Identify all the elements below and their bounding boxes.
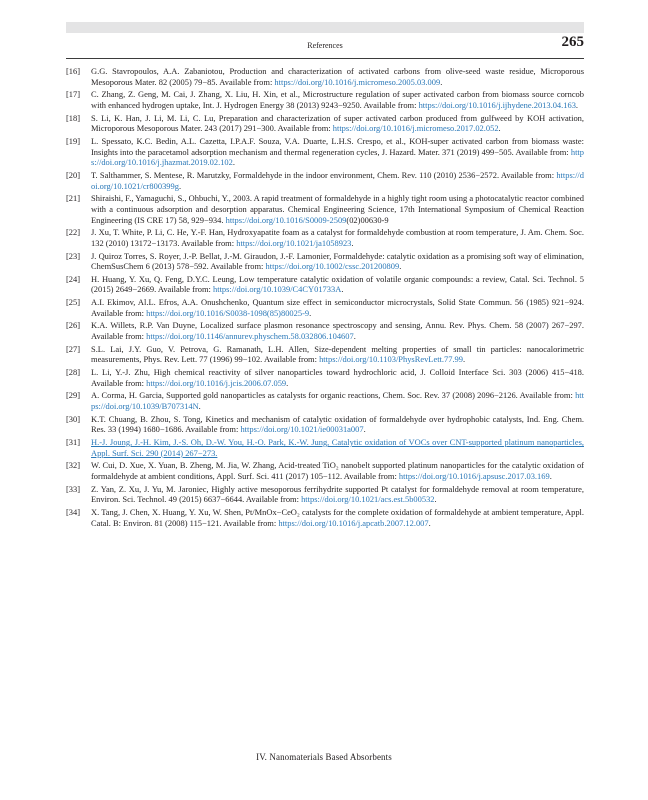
running-title: References — [307, 41, 343, 50]
doi-link[interactable]: https://doi.org/10.1103/PhysRevLett.77.99 — [319, 354, 463, 365]
running-head — [66, 34, 584, 59]
doi-link[interactable]: https://doi.org/10.1021/ie00031a007 — [240, 424, 364, 435]
reference-item — [66, 297, 584, 318]
reference-tail: . — [575, 99, 579, 110]
reference-item — [66, 89, 584, 110]
reference-number: [25] — [66, 297, 81, 308]
reference-number: [19] — [66, 135, 81, 146]
doi-link[interactable]: https://doi.org/10.1016/j.micromeso.2017.02.052 — [332, 123, 499, 134]
reference-number: [17] — [66, 89, 81, 100]
reference-item — [66, 507, 584, 528]
reference-tail: . — [440, 76, 443, 87]
reference-item — [66, 390, 584, 411]
reference-citation: K.A. Willets, R.P. Van Duyne, Localized surface plasmon resonance spectroscopy and sensing, Annu. Rev. Phys. Chem. 58 (2007) 267−297. Available from: — [91, 320, 584, 342]
reference-number: [21] — [66, 193, 81, 204]
reference-item — [66, 274, 584, 295]
doi-link[interactable]: https://doi.org/10.1016/j.apcatb.2007.12.007 — [278, 517, 429, 528]
reference-tail: . — [498, 123, 501, 134]
reference-tail: . — [463, 354, 466, 365]
reference-citation: G.G. Stavropoulos, A.A. Zabaniotou, Production and characterization of activated carbons from olive-seed waste residue, Microporous Mesoporous Mater. 82 (2005) 79−85. Available from: — [91, 66, 584, 87]
reference-number: [18] — [66, 112, 81, 123]
reference-item — [66, 113, 584, 134]
reference-list — [66, 66, 584, 530]
reference-tail: . — [198, 401, 201, 412]
reference-item — [66, 66, 584, 87]
doi-link[interactable]: https://doi.org/10.1016/S0009-2509 — [225, 214, 347, 225]
reference-citation: Shiraishi, F., Yamaguchi, S., Ohbuchi, Y., 2003. A rapid treatment of formaldehyde in a highly tight room using a photocatalytic reactor combined with a continuous adsorption and desorption apparatus. Chemical Engineering Science, 17th International Symposium of Chemical Reaction Engineering (IS CRE 17) 58, 929−934. — [91, 193, 584, 225]
reference-item — [66, 136, 584, 168]
reference-number: [30] — [66, 413, 81, 424]
reference-number: [27] — [66, 343, 81, 354]
reference-item — [66, 251, 584, 272]
part-title-footer: IV. Nanomaterials Based Absorbents — [256, 752, 392, 762]
doi-link[interactable]: https://doi.org/10.1016/j.ijhydene.2013.04.163 — [418, 99, 576, 110]
reference-citation: Z. Yan, Z. Xu, J. Yu, M. Jaroniec, Highly active mesoporous ferrihydrite supported Pt catalyst for formaldehyde removal at room temperature, Environ. Sci. Technol. 49 (2015) 6637−6644. Available from: — [91, 483, 584, 505]
reference-number: [22] — [66, 227, 81, 238]
header-shade-bar — [66, 22, 584, 33]
doi-link[interactable]: https://doi.org/10.1016/j.micromeso.2005.03.009 — [274, 76, 441, 87]
doi-link[interactable]: https://doi.org/10.1039/B707314N — [91, 390, 584, 412]
reference-item — [66, 170, 584, 191]
reference-item — [66, 484, 584, 505]
reference-citation: L. Li, Y.-J. Zhu, High chemical reactivity of silver nanoparticles toward hydrochloric acid, J. Colloid Interface Sci. 303 (2006) 415−418. Available from: — [91, 367, 584, 388]
doi-link[interactable]: https://doi.org/10.1016/j.jcis.2006.07.059 — [146, 377, 287, 388]
reference-tail: (02)00630-9 — [346, 214, 389, 225]
reference-number: [31] — [66, 437, 81, 447]
reference-citation: L. Spessato, K.C. Bedin, A.L. Cazetta, I.P.A.F. Souza, V.A. Duarte, L.H.S. Crespo, et al., KOH-super activated carbon from biomass waste: Insights into the paracetamol adsorption mechanism and thermal regeneration cycles, J. Hazard. Mater. 371 (2019) 499−505. Available from: — [91, 135, 584, 157]
doi-link[interactable]: https://doi.org/10.1016/j.apsusc.2017.03.169 — [398, 470, 550, 481]
doi-link[interactable]: https://doi.org/10.1021/acs.est.5b00532 — [301, 494, 435, 505]
reference-citation: C. Zhang, Z. Geng, M. Cai, J. Zhang, X. Liu, H. Xin, et al., Microstructure regulation of super activated carbon from biomass source corncob with enhanced hydrogen uptake, Int. J. Hydrogen Energy 38 (2013) 9243−9250. Available from: — [91, 89, 584, 110]
reference-item — [66, 227, 584, 248]
reference-tail: . — [399, 261, 402, 272]
reference-citation: J. Xu, T. White, P. Li, C. He, Y.-F. Han, Hydroxyapatite foam as a catalyst for formaldehyde combustion at room temperature, J. Am. Chem. Soc. 132 (2010) 13172−13173. Available from: — [91, 227, 584, 248]
reference-tail: . — [351, 237, 354, 248]
reference-number: [34] — [66, 506, 81, 517]
reference-item — [66, 193, 584, 225]
doi-link[interactable]: https://doi.org/10.1039/C4CY01733A — [213, 284, 342, 295]
reference-tail: . — [232, 157, 235, 168]
reference-citation: J. Quiroz Torres, S. Royer, J.-P. Bellat, J.-M. Giraudon, J.-F. Lamonier, Formaldehyde: catalytic oxidation as a promising soft way of elimination, ChemSusChem 6 (2013) 578−592. Available from: — [91, 250, 584, 272]
reference-item — [66, 437, 584, 458]
reference-citation: K.T. Chuang, B. Zhou, S. Tong, Kinetics and mechanism of catalytic oxidation of formaldehyde over hydrophobic catalysts, Ind. Eng. Chem. Res. 33 (1994) 1680−1686. Available from: — [91, 413, 584, 435]
reference-tail: . — [549, 470, 552, 481]
reference-number: [28] — [66, 367, 81, 378]
reference-citation: H. Huang, Y. Xu, Q. Feng, D.Y.C. Leung, Low temperature catalytic oxidation of volatile organic compounds: a review, Catal. Sci. Technol. 5 (2015) 2649−2669. Available from: — [91, 273, 584, 295]
doi-link[interactable]: https://doi.org/10.1146/annurev.physchem.58.032806.104607 — [146, 331, 354, 342]
reference-item — [66, 414, 584, 435]
doi-link[interactable]: https://doi.org/10.1016/j.jhazmat.2019.02.102 — [91, 146, 584, 168]
reference-citation: W. Cui, D. Xue, X. Yuan, B. Zheng, M. Jia, W. Zhang, Acid-treated TiO₂ nanobelt supported platinum nanoparticles for the catalytic oxidation of formaldehyde at ambient conditions, Appl. Surf. Sci. 411 (2017) 105−112. Available from: — [91, 460, 584, 481]
reference-item — [66, 367, 584, 388]
reference-number: [20] — [66, 169, 81, 180]
page-number: 265 — [561, 34, 584, 50]
reference-citation: A. Corma, H. Garcia, Supported gold nanoparticles as catalysts for organic reactions, Chem. Soc. Rev. 37 (2008) 2096−2126. Available from: — [91, 390, 576, 401]
reference-number: [33] — [66, 483, 81, 494]
reference-tail: . — [434, 494, 437, 505]
reference-tail: . — [309, 307, 312, 318]
reference-number: [24] — [66, 273, 81, 284]
reference-tail: . — [363, 424, 366, 435]
reference-citation: A.I. Ekimov, Al.L. Efros, A.A. Onushchenko, Quantum size effect in semiconductor microcrystals, Solid State Commun. 56 (1985) 921−924. Available from: — [91, 297, 584, 318]
reference-citation: X. Tang, J. Chen, X. Huang, Y. Xu, W. Shen, Pt/MnOx−CeO₂ catalysts for the complete oxidation of formaldehyde at ambient temperature, Appl. Catal. B: Environ. 81 (2008) 115−121. Available from: — [91, 506, 584, 528]
reference-item — [66, 320, 584, 341]
reference-citation: T. Salthammer, S. Mentese, R. Marutzky, Formaldehyde in the indoor environment, Chem. Rev. 110 (2010) 2536−2572. Available from: — [91, 169, 557, 180]
reference-tail: . — [178, 180, 182, 191]
reference-tail: . — [341, 284, 344, 295]
reference-number: [16] — [66, 66, 81, 76]
doi-link[interactable]: https://doi.org/10.1016/S0038-1098(85)80025-9 — [146, 307, 310, 318]
reference-item — [66, 344, 584, 365]
doi-link[interactable]: https://doi.org/10.1021/ja1058923 — [236, 237, 352, 248]
reference-citation: S. Li, K. Han, J. Li, M. Li, C. Lu, Preparation and characterization of super activated carbon produced from gulfweed by KOH activation, Microporous Mesoporous Mater. 243 (2017) 291−300. Available from: — [91, 112, 584, 134]
reference-number: [26] — [66, 320, 81, 331]
doi-link[interactable]: https://doi.org/10.1002/cssc.201200809 — [265, 261, 400, 272]
reference-citation-link[interactable]: H.-J. Joung, J.-H. Kim, J.-S. Oh, D.-W. You, H.-O. Park, K.-W. Jung, Catalytic oxidation of VOCs over CNT-supported platinum nanoparticles, Appl. Surf. Sci. 290 (2014) 267−273. — [91, 437, 584, 458]
reference-citation: S.L. Lai, J.Y. Guo, V. Petrova, G. Ramanath, L.H. Allen, Size-dependent melting properties of small tin particles: nanocalorimetric measurements, Phys. Rev. Lett. 77 (1996) 99−102. Available from: — [91, 343, 584, 365]
reference-item — [66, 460, 584, 481]
reference-number: [32] — [66, 460, 81, 471]
reference-number: [29] — [66, 390, 81, 401]
doi-link[interactable]: https://doi.org/10.1021/cr800399g — [91, 169, 584, 191]
reference-tail: . — [428, 517, 431, 528]
reference-tail: . — [353, 331, 356, 342]
reference-number: [23] — [66, 250, 81, 261]
reference-tail: . — [286, 377, 289, 388]
